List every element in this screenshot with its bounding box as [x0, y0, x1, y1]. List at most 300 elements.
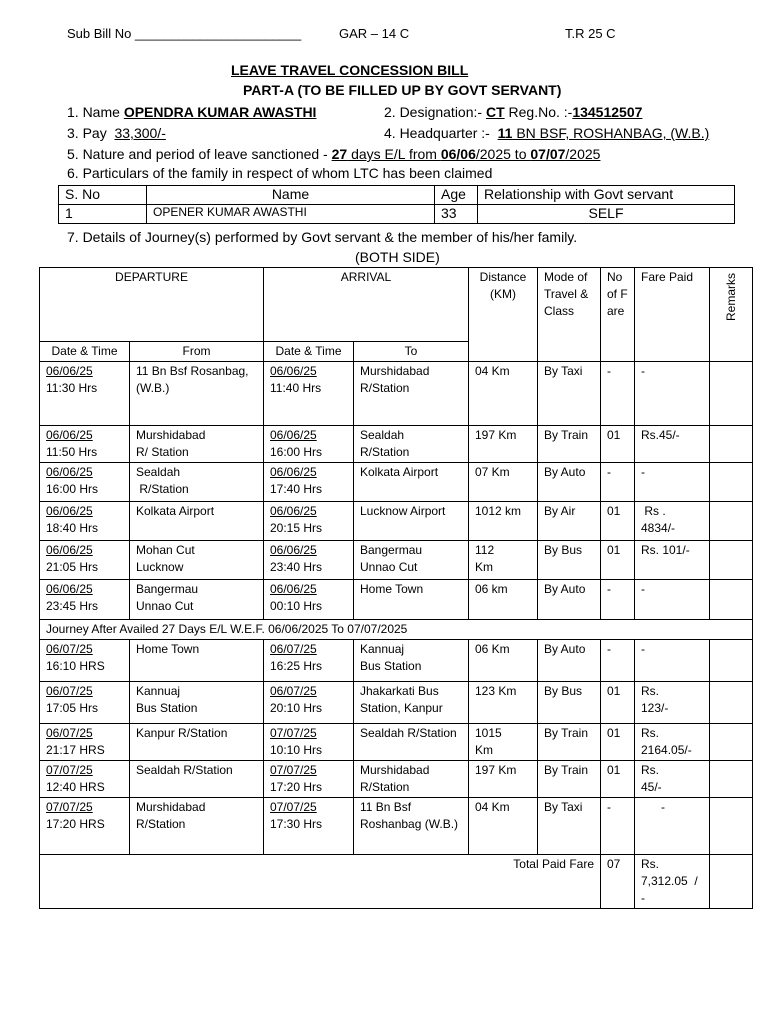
cell-to — [354, 502, 469, 541]
cell-mode — [538, 798, 601, 855]
cell-mode-mode: By Taxi — [544, 800, 583, 814]
cell-to — [354, 640, 469, 682]
cell-from-from1: Sealdah — [136, 465, 181, 479]
return-note-row — [40, 620, 753, 640]
cell-distance — [469, 640, 538, 682]
cell-no-of-fare — [601, 362, 635, 426]
cell-to-to2: Bus Station — [360, 659, 422, 673]
cell-sno: 1 — [59, 205, 147, 224]
cell-mode — [538, 426, 601, 463]
cell-dep-date-time — [40, 362, 130, 426]
cell-to-to1: Kolkata Airport — [360, 465, 439, 479]
both-side-label: (BOTH SIDE) — [355, 249, 440, 265]
cell-mode-mode: By Train — [544, 726, 589, 740]
table-row — [40, 502, 753, 541]
cell-dep-date-time-dep-time: 18:40 Hrs — [46, 521, 99, 535]
nature-to-year: /2025 — [565, 146, 601, 162]
sub-bill-no: Sub Bill No _______________________ — [67, 26, 302, 41]
cell-to-to1: Bangermau — [360, 543, 423, 557]
cell-dep-date-time-dep-time: 23:45 Hrs — [46, 599, 99, 613]
cell-fare-paid-fare2: 4834/- — [641, 521, 676, 535]
col-mode: Mode of Travel & Class — [538, 268, 601, 362]
nature-label: 5. Nature and period of leave sanctioned - — [67, 146, 332, 162]
cell-to — [354, 541, 469, 580]
cell-dep-date-time-dep-date: 06/06/25 — [46, 465, 93, 479]
cell-to-to1: Home Town — [360, 582, 424, 596]
part-a-title: PART-A (TO BE FILLED UP BY GOVT SERVANT) — [243, 82, 562, 98]
cell-arr-date-time-arr-date: 06/06/25 — [270, 465, 317, 479]
family-particulars-heading: 6. Particulars of the family in respect of whom LTC has been claimed — [67, 165, 493, 181]
cell-fare-paid — [635, 798, 710, 855]
cell-to-to1: Murshidabad — [360, 364, 430, 378]
cell-distance-dist: 04 Km — [475, 364, 510, 378]
cell-fare-paid-fare: Rs. 101/- — [641, 543, 690, 557]
cell-to-to2: Station, Kanpur — [360, 701, 443, 715]
cell-dep-date-time-dep-time: 21:17 HRS — [46, 743, 105, 757]
col-sno: S. No — [59, 186, 147, 205]
cell-remarks — [710, 463, 753, 502]
cell-distance — [469, 798, 538, 855]
cell-mode-mode: By Bus — [544, 684, 583, 698]
cell-arr-date-time-arr-time: 16:00 Hrs — [270, 445, 323, 459]
cell-arr-date-time — [264, 463, 354, 502]
cell-from-from1: 11 Bn Bsf Rosanbag, — [136, 364, 249, 378]
cell-mode-mode: By Train — [544, 428, 589, 442]
cell-from — [130, 724, 264, 761]
cell-distance — [469, 502, 538, 541]
cell-no-of-fare-nof: 01 — [607, 726, 621, 740]
cell-to-to1: Sealdah — [360, 428, 405, 442]
cell-distance-dist: 06 Km — [475, 642, 510, 656]
col-arr-date-time: Date & Time — [264, 342, 354, 362]
table-row — [40, 682, 753, 724]
cell-to — [354, 798, 469, 855]
cell-dep-date-time-dep-time: 16:00 Hrs — [46, 482, 99, 496]
cell-mode — [538, 724, 601, 761]
cell-distance — [469, 761, 538, 798]
nature-from: 06/06 — [440, 146, 476, 162]
cell-no-of-fare-nof: 01 — [607, 684, 621, 698]
cell-remarks — [710, 362, 753, 426]
cell-mode — [538, 502, 601, 541]
cell-distance-dist: 06 km — [475, 582, 508, 596]
cell-distance — [469, 362, 538, 426]
reg-label: Reg.No. :- — [504, 104, 573, 120]
return-rows — [40, 640, 753, 855]
cell-from — [130, 682, 264, 724]
cell-from — [130, 362, 264, 426]
cell-dep-date-time-dep-date: 06/07/25 — [46, 726, 93, 740]
cell-mode-mode: By Bus — [544, 543, 583, 557]
name-label: 1. Name — [67, 104, 124, 120]
cell-from-from1: Murshidabad — [136, 428, 206, 442]
designation-row — [384, 104, 642, 120]
cell-dep-date-time — [40, 426, 130, 463]
cell-to-to1: 11 Bn Bsf — [360, 800, 412, 814]
cell-no-of-fare-nof: - — [607, 582, 611, 596]
cell-distance-dist: 1015 — [475, 726, 502, 740]
table-row — [40, 640, 753, 682]
pay-label: 3. Pay — [67, 125, 111, 141]
total-fare — [635, 855, 710, 909]
cell-from — [130, 761, 264, 798]
cell-fare-paid — [635, 724, 710, 761]
cell-fare-paid-fare: - — [641, 800, 665, 814]
cell-fare-paid-fare: - — [641, 465, 645, 479]
cell-distance-dist2: Km — [475, 560, 493, 574]
remarks-label: Remarks — [723, 273, 738, 322]
cell-arr-date-time — [264, 798, 354, 855]
cell-arr-date-time — [264, 724, 354, 761]
cell-fare-paid-fare: - — [641, 582, 645, 596]
cell-from-from2: R/Station — [136, 482, 189, 496]
cell-to-to1: Lucknow Airport — [360, 504, 446, 518]
cell-from — [130, 798, 264, 855]
designation-value: CT — [485, 104, 505, 120]
cell-from-from1: Kanpur R/Station — [136, 726, 228, 740]
table-row — [40, 426, 753, 463]
family-table — [58, 185, 735, 224]
cell-distance-dist: 04 Km — [475, 800, 510, 814]
cell-arr-date-time-arr-date: 06/06/25 — [270, 582, 317, 596]
cell-dep-date-time-dep-date: 06/07/25 — [46, 642, 93, 656]
cell-fare-paid — [635, 580, 710, 620]
col-relationship: Relationship with Govt servant — [478, 186, 735, 205]
cell-distance-dist: 07 Km — [475, 465, 510, 479]
cell-remarks — [710, 640, 753, 682]
cell-dep-date-time-dep-time: 17:05 Hrs — [46, 701, 99, 715]
cell-to — [354, 463, 469, 502]
col-distance: Distance (KM) — [469, 268, 538, 362]
cell-dep-date-time-dep-date: 06/06/25 — [46, 582, 93, 596]
cell-arr-date-time-arr-time: 16:25 Hrs — [270, 659, 323, 673]
cell-remarks — [710, 502, 753, 541]
col-arrival: ARRIVAL — [264, 268, 469, 342]
table-row — [59, 205, 735, 224]
cell-arr-date-time-arr-date: 07/07/25 — [270, 763, 317, 777]
cell-fare-paid — [635, 502, 710, 541]
cell-no-of-fare-nof: - — [607, 465, 611, 479]
cell-mode — [538, 463, 601, 502]
cell-mode-mode: By Air — [544, 504, 576, 518]
cell-fare-paid — [635, 426, 710, 463]
cell-to-to1: Kannuaj — [360, 642, 405, 656]
cell-no-of-fare — [601, 761, 635, 798]
cell-remarks — [710, 682, 753, 724]
cell-from — [130, 541, 264, 580]
cell-fare-paid — [635, 682, 710, 724]
hq-row — [384, 125, 709, 141]
cell-no-of-fare-nof: - — [607, 642, 611, 656]
cell-distance — [469, 426, 538, 463]
cell-arr-date-time-arr-time: 20:15 Hrs — [270, 521, 323, 535]
cell-no-of-fare-nof: 01 — [607, 543, 621, 557]
cell-arr-date-time-arr-date: 06/06/25 — [270, 504, 317, 518]
cell-arr-date-time-arr-time: 00:10 Hrs — [270, 599, 323, 613]
cell-mode-mode: By Taxi — [544, 364, 583, 378]
cell-arr-date-time-arr-date: 07/07/25 — [270, 800, 317, 814]
cell-from — [130, 580, 264, 620]
cell-no-of-fare — [601, 502, 635, 541]
cell-arr-date-time — [264, 502, 354, 541]
hq-value-num: 11 — [497, 125, 513, 141]
cell-no-of-fare — [601, 426, 635, 463]
cell-remarks — [710, 580, 753, 620]
cell-distance-dist: 1012 km — [475, 504, 522, 518]
cell-dep-date-time-dep-date: 06/06/25 — [46, 364, 93, 378]
cell-dep-date-time-dep-time: 21:05 Hrs — [46, 560, 99, 574]
cell-distance — [469, 724, 538, 761]
cell-from-from1: Home Town — [136, 642, 200, 656]
cell-mode — [538, 362, 601, 426]
cell-to-to2: Unnao Cut — [360, 560, 418, 574]
table-row — [40, 724, 753, 761]
cell-arr-date-time-arr-date: 06/06/25 — [270, 364, 317, 378]
cell-no-of-fare — [601, 580, 635, 620]
family-table-header — [59, 186, 735, 205]
cell-fare-paid-fare: - — [641, 364, 645, 378]
table-row — [40, 761, 753, 798]
cell-distance-dist: 197 Km — [475, 428, 517, 442]
cell-no-of-fare-nof: 01 — [607, 428, 621, 442]
cell-arr-date-time-arr-date: 06/07/25 — [270, 642, 317, 656]
cell-from-from2: R/Station — [136, 817, 186, 831]
table-row — [40, 463, 753, 502]
col-dep-date-time: Date & Time — [40, 342, 130, 362]
journey-header-top — [40, 268, 753, 342]
cell-to-to2: R/Station — [360, 381, 410, 395]
cell-arr-date-time-arr-date: 06/07/25 — [270, 684, 317, 698]
reg-value: 134512507 — [572, 104, 643, 120]
pay-value: 33,300/- — [114, 125, 166, 141]
bill-title: LEAVE TRAVEL CONCESSION BILL — [231, 62, 469, 78]
cell-arr-date-time-arr-time: 17:30 Hrs — [270, 817, 323, 831]
cell-remarks — [710, 798, 753, 855]
cell-fare-paid — [635, 541, 710, 580]
outbound-rows — [40, 362, 753, 620]
cell-to — [354, 580, 469, 620]
cell-distance — [469, 580, 538, 620]
cell-no-of-fare — [601, 640, 635, 682]
cell-from-from1: Kannuaj — [136, 684, 181, 698]
total-no-of-fare: 07 — [601, 855, 635, 909]
tr-code: T.R 25 C — [565, 26, 616, 41]
cell-mode — [538, 682, 601, 724]
cell-no-of-fare-nof: 01 — [607, 763, 621, 777]
nature-from-year: /2025 to — [475, 146, 531, 162]
name-row — [67, 104, 316, 120]
table-row — [40, 798, 753, 855]
cell-to-to2: R/Station — [360, 780, 410, 794]
cell-dep-date-time — [40, 640, 130, 682]
cell-arr-date-time-arr-time: 11:40 Hrs — [270, 381, 322, 395]
cell-mode-mode: By Train — [544, 763, 589, 777]
cell-mode — [538, 761, 601, 798]
cell-from-from2: Unnao Cut — [136, 599, 194, 613]
cell-to — [354, 362, 469, 426]
col-from: From — [130, 342, 264, 362]
cell-mode-mode: By Auto — [544, 642, 586, 656]
cell-no-of-fare-nof: - — [607, 364, 611, 378]
col-age: Age — [435, 186, 478, 205]
cell-fare-paid-fare2: 45/- — [641, 780, 662, 794]
cell-dep-date-time — [40, 502, 130, 541]
cell-dep-date-time — [40, 580, 130, 620]
cell-mode — [538, 640, 601, 682]
cell-from-from1: Sealdah R/Station — [136, 763, 233, 777]
cell-to-to2: R/Station — [360, 445, 410, 459]
journey-details-heading: 7. Details of Journey(s) performed by Govt servant & the member of his/her family. — [67, 229, 578, 245]
cell-dep-date-time-dep-time: 11:50 Hrs — [46, 445, 98, 459]
hq-value-rest: BN BSF, ROSHANBAG, (W.B.) — [512, 125, 710, 141]
cell-to — [354, 761, 469, 798]
cell-dep-date-time — [40, 682, 130, 724]
cell-dep-date-time-dep-time: 16:10 HRS — [46, 659, 105, 673]
cell-relationship: SELF — [478, 205, 735, 224]
cell-fare-paid-fare2: 123/- — [641, 701, 669, 715]
cell-arr-date-time — [264, 580, 354, 620]
cell-mode — [538, 580, 601, 620]
cell-to-to1: Murshidabad — [360, 763, 430, 777]
cell-from-from2: Bus Station — [136, 701, 198, 715]
cell-arr-date-time-arr-date: 06/06/25 — [270, 428, 317, 442]
col-to: To — [354, 342, 469, 362]
cell-to-to1: Sealdah R/Station — [360, 726, 457, 740]
cell-dep-date-time — [40, 761, 130, 798]
cell-fare-paid-fare: - — [641, 642, 645, 656]
cell-dep-date-time-dep-date: 07/07/25 — [46, 763, 93, 777]
cell-arr-date-time — [264, 682, 354, 724]
cell-dep-date-time-dep-time: 11:30 Hrs — [46, 381, 98, 395]
cell-remarks — [710, 761, 753, 798]
pay-row — [67, 125, 166, 141]
nature-days: 27 — [331, 146, 348, 162]
cell-distance-dist: 123 Km — [475, 684, 517, 698]
cell-arr-date-time-arr-time: 10:10 Hrs — [270, 743, 323, 757]
hq-label: 4. Headquarter :- — [384, 125, 494, 141]
cell-arr-date-time — [264, 426, 354, 463]
cell-arr-date-time-arr-time: 23:40 Hrs — [270, 560, 323, 574]
cell-dep-date-time — [40, 724, 130, 761]
return-note: Journey After Availed 27 Days E/L W.E.F. 06/06/2025 To 07/07/2025 — [40, 620, 753, 640]
cell-from-from2: (W.B.) — [136, 381, 170, 395]
total-row — [40, 855, 753, 909]
cell-fare-paid — [635, 761, 710, 798]
nature-mid: days E/L from — [347, 146, 441, 162]
cell-no-of-fare — [601, 541, 635, 580]
cell-distance-dist: 197 Km — [475, 763, 517, 777]
cell-dep-date-time-dep-date: 06/07/25 — [46, 684, 93, 698]
cell-mode-mode: By Auto — [544, 465, 586, 479]
cell-distance — [469, 541, 538, 580]
col-no-of-fare: No of Fare — [601, 268, 635, 362]
cell-dep-date-time — [40, 798, 130, 855]
cell-dep-date-time — [40, 541, 130, 580]
cell-from-from2: Lucknow — [136, 560, 184, 574]
cell-arr-date-time — [264, 761, 354, 798]
table-row — [40, 362, 753, 426]
cell-remarks — [710, 541, 753, 580]
cell-no-of-fare-nof: - — [607, 800, 611, 814]
col-remarks — [710, 268, 753, 362]
cell-fare-paid-fare: Rs. — [641, 763, 659, 777]
cell-remarks — [710, 724, 753, 761]
cell-arr-date-time-arr-time: 17:40 Hrs — [270, 482, 323, 496]
cell-fare-paid-fare: Rs. — [641, 726, 659, 740]
cell-from — [130, 640, 264, 682]
cell-arr-date-time — [264, 362, 354, 426]
cell-no-of-fare — [601, 463, 635, 502]
cell-dep-date-time-dep-date: 06/06/25 — [46, 504, 93, 518]
cell-fare-paid — [635, 463, 710, 502]
cell-distance-dist: 112 — [475, 543, 495, 557]
cell-fare-paid-fare2: 2164.05/- — [641, 743, 692, 757]
cell-distance-dist2: Km — [475, 743, 493, 757]
nature-to: 07/07 — [530, 146, 566, 162]
cell-from — [130, 502, 264, 541]
cell-fare-paid-fare: Rs. — [641, 684, 659, 698]
cell-no-of-fare — [601, 682, 635, 724]
cell-from — [130, 426, 264, 463]
cell-distance — [469, 463, 538, 502]
total-fare-line3: - — [641, 891, 645, 905]
cell-arr-date-time-arr-date: 06/06/25 — [270, 543, 317, 557]
cell-to-to1: Jhakarkati Bus — [360, 684, 439, 698]
cell-dep-date-time-dep-date: 06/06/25 — [46, 543, 93, 557]
col-departure: DEPARTURE — [40, 268, 264, 342]
cell-arr-date-time-arr-time: 20:10 Hrs — [270, 701, 323, 715]
cell-dep-date-time-dep-time: 17:20 HRS — [46, 817, 105, 831]
cell-fare-paid-fare: Rs . — [641, 504, 666, 518]
total-label: Total Paid Fare — [40, 855, 601, 909]
total-remarks — [710, 855, 753, 909]
cell-arr-date-time — [264, 640, 354, 682]
cell-fare-paid — [635, 640, 710, 682]
leave-period-row — [67, 146, 600, 162]
cell-from-from1: Bangermau — [136, 582, 199, 596]
cell-to — [354, 426, 469, 463]
cell-no-of-fare-nof: 01 — [607, 504, 621, 518]
table-row — [40, 541, 753, 580]
cell-fare-paid — [635, 362, 710, 426]
cell-dep-date-time-dep-time: 12:40 HRS — [46, 780, 105, 794]
name-value: OPENDRA KUMAR AWASTHI — [123, 104, 317, 120]
cell-arr-date-time — [264, 541, 354, 580]
cell-dep-date-time-dep-date: 06/06/25 — [46, 428, 93, 442]
cell-arr-date-time-arr-date: 07/07/25 — [270, 726, 317, 740]
total-fare-line1: Rs. — [641, 857, 659, 871]
cell-remarks — [710, 426, 753, 463]
journey-table — [39, 267, 753, 909]
table-row — [40, 580, 753, 620]
gar-code: GAR – 14 C — [339, 26, 410, 41]
cell-from — [130, 463, 264, 502]
col-fare-paid: Fare Paid — [635, 268, 710, 362]
cell-to — [354, 724, 469, 761]
cell-dep-date-time — [40, 463, 130, 502]
cell-distance — [469, 682, 538, 724]
cell-no-of-fare — [601, 798, 635, 855]
cell-fare-paid-fare: Rs.45/- — [641, 428, 680, 442]
col-name: Name — [147, 186, 435, 205]
cell-to-to2: Roshanbag (W.B.) — [360, 817, 459, 831]
cell-no-of-fare — [601, 724, 635, 761]
cell-dep-date-time-dep-date: 07/07/25 — [46, 800, 93, 814]
cell-age: 33 — [435, 205, 478, 224]
total-fare-line2: 7,312.05 / — [641, 874, 698, 888]
cell-from-from2: R/ Station — [136, 445, 189, 459]
cell-arr-date-time-arr-time: 17:20 Hrs — [270, 780, 323, 794]
